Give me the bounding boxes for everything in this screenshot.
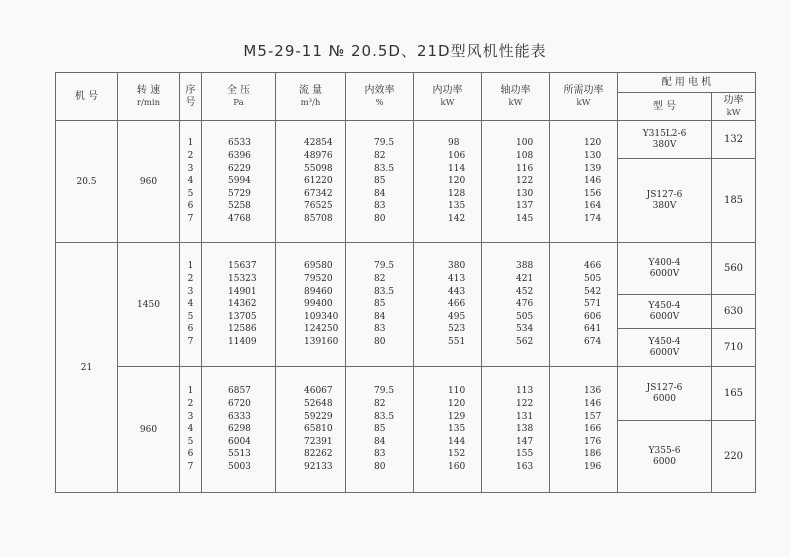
required-power-column [550,243,618,367]
efficiency-column [346,243,414,367]
cell-eff: 84 [374,311,386,322]
header-motor-type: 型 号 [618,93,712,121]
cell-pressure: 5729 [228,188,251,199]
cell-pressure: 5258 [228,201,251,212]
cell-pressure: 6720 [228,399,251,410]
cell-eff: 84 [374,436,386,447]
cell-pressure: 13705 [228,311,257,322]
cell-shaft: 122 [516,399,534,410]
header-required-power: 所需功率 kW [550,73,618,121]
cell-eff: 83 [374,324,386,335]
cell-flow: 109340 [304,311,339,322]
cell-flow: 76525 [304,201,333,212]
cell-pressure: 4768 [228,213,251,224]
header-seq: 序 号 [180,73,202,121]
cell-eff: 83 [374,449,386,460]
flow-column [276,121,346,243]
table-title: M5-29-11 № 20.5D、21D型风机性能表 [243,42,547,60]
required-power-column [550,367,618,493]
header-motor-power: 功率 kW [712,93,756,121]
internal-power-column [414,243,482,367]
cell-required: 166 [584,424,602,435]
model-cell: 21 [56,243,118,493]
cell-eff: 83 [374,201,386,212]
cell-pressure: 5003 [228,461,251,472]
cell-shaft: 131 [516,411,534,422]
cell-required: 130 [584,151,602,162]
cell-seq: 7 [187,213,194,224]
cell-required: 146 [584,176,602,187]
cell-shaft: 388 [516,261,534,272]
seq-column [180,243,202,367]
cell-shaft: 100 [516,138,534,149]
cell-shaft: 505 [516,311,534,322]
cell-seq: 1 [187,261,194,272]
cell-seq: 5 [187,311,194,322]
cell-inpower: 144 [448,436,466,447]
cell-pressure: 14362 [228,299,257,310]
cell-required: 674 [584,336,602,347]
cell-inpower: 142 [448,213,466,224]
cell-eff: 79.5 [374,261,395,272]
flow-column [276,243,346,367]
cell-inpower: 120 [448,399,466,410]
motor-power-cell: 165 [712,367,756,421]
cell-eff: 85 [374,299,386,310]
cell-flow: 124250 [304,324,339,335]
cell-required: 146 [584,399,602,410]
speed-cell: 960 [118,367,180,493]
motor-type-cell: Y450-4 6000V [618,329,712,367]
header-pressure: 全 压 Pa [202,73,276,121]
cell-seq: 2 [187,399,194,410]
cell-eff: 83.5 [374,163,395,174]
internal-power-column [414,367,482,493]
cell-shaft: 421 [516,274,534,285]
cell-required: 157 [584,411,602,422]
cell-pressure: 15637 [228,261,257,272]
required-power-column [550,121,618,243]
cell-inpower: 551 [448,336,466,347]
cell-seq: 3 [187,286,194,297]
cell-inpower: 129 [448,411,466,422]
cell-shaft: 138 [516,424,534,435]
cell-inpower: 120 [448,176,466,187]
cell-eff: 79.5 [374,138,395,149]
motor-type-cell: Y355-6 6000 [618,421,712,493]
cell-shaft: 116 [516,163,534,174]
efficiency-column [346,121,414,243]
cell-inpower: 135 [448,201,466,212]
cell-pressure: 6533 [228,138,251,149]
fan-performance-table [55,72,756,493]
header-internal-power: 内功率 kW [414,73,482,121]
cell-flow: 59229 [304,411,333,422]
cell-eff: 82 [374,151,386,162]
cell-seq: 3 [187,163,194,174]
motor-type-cell: JS127-6 6000 [618,367,712,421]
flow-column [276,367,346,493]
cell-shaft: 137 [516,201,534,212]
cell-inpower: 413 [448,274,466,285]
cell-seq: 4 [187,299,194,310]
cell-seq: 2 [187,274,194,285]
cell-pressure: 14901 [228,286,257,297]
shaft-power-column [482,367,550,493]
cell-inpower: 128 [448,188,466,199]
cell-pressure: 6857 [228,386,251,397]
cell-shaft: 130 [516,188,534,199]
cell-inpower: 495 [448,311,466,322]
header-efficiency: 内效率 % [346,73,414,121]
cell-required: 196 [584,461,602,472]
motor-power-cell: 630 [712,295,756,329]
cell-seq: 2 [187,151,194,162]
pressure-column [202,243,276,367]
cell-flow: 55098 [304,163,333,174]
pressure-column [202,367,276,493]
cell-flow: 85708 [304,213,333,224]
cell-eff: 84 [374,188,386,199]
cell-required: 641 [584,324,602,335]
cell-seq: 6 [187,201,194,212]
cell-shaft: 452 [516,286,534,297]
cell-inpower: 443 [448,286,466,297]
motor-type-cell: Y315L2-6 380V [618,121,712,159]
cell-seq: 3 [187,411,194,422]
cell-flow: 79520 [304,274,333,285]
cell-inpower: 152 [448,449,466,460]
cell-required: 139 [584,163,602,174]
cell-flow: 48976 [304,151,333,162]
cell-seq: 4 [187,176,194,187]
cell-inpower: 466 [448,299,466,310]
cell-shaft: 534 [516,324,534,335]
cell-required: 156 [584,188,602,199]
cell-inpower: 98 [448,138,460,149]
cell-seq: 5 [187,188,194,199]
cell-eff: 83.5 [374,286,395,297]
cell-seq: 6 [187,324,194,335]
cell-flow: 89460 [304,286,333,297]
speed-cell: 960 [118,121,180,243]
cell-required: 466 [584,261,602,272]
cell-flow: 99400 [304,299,333,310]
cell-shaft: 155 [516,449,534,460]
motor-type-cell: Y450-4 6000V [618,295,712,329]
cell-pressure: 15323 [228,274,257,285]
cell-required: 176 [584,436,602,447]
header-model: 机 号 [56,73,118,121]
cell-shaft: 147 [516,436,534,447]
cell-seq: 4 [187,424,194,435]
cell-pressure: 6004 [228,436,251,447]
pressure-column [202,121,276,243]
cell-pressure: 6298 [228,424,251,435]
cell-required: 174 [584,213,602,224]
cell-flow: 61220 [304,176,333,187]
cell-inpower: 106 [448,151,466,162]
cell-inpower: 135 [448,424,466,435]
cell-required: 136 [584,386,602,397]
cell-shaft: 163 [516,461,534,472]
cell-pressure: 12586 [228,324,257,335]
shaft-power-column [482,243,550,367]
cell-required: 505 [584,274,602,285]
cell-eff: 80 [374,461,386,472]
cell-flow: 65810 [304,424,333,435]
motor-power-cell: 710 [712,329,756,367]
motor-power-cell: 560 [712,243,756,295]
model-cell: 20.5 [56,121,118,243]
cell-eff: 80 [374,213,386,224]
cell-seq: 7 [187,336,194,347]
cell-flow: 139160 [304,336,339,347]
cell-shaft: 476 [516,299,534,310]
cell-shaft: 145 [516,213,534,224]
cell-flow: 92133 [304,461,333,472]
efficiency-column [346,367,414,493]
header-shaft-power: 轴功率 kW [482,73,550,121]
speed-cell: 1450 [118,243,180,367]
cell-flow: 67342 [304,188,333,199]
cell-flow: 42854 [304,138,333,149]
motor-power-cell: 220 [712,421,756,493]
cell-seq: 1 [187,138,194,149]
header-motor: 配 用 电 机 [618,73,756,93]
cell-inpower: 380 [448,261,466,272]
motor-type-cell: JS127-6 380V [618,159,712,243]
cell-pressure: 5513 [228,449,251,460]
cell-pressure: 6229 [228,163,251,174]
cell-inpower: 114 [448,163,466,174]
cell-required: 542 [584,286,602,297]
internal-power-column [414,121,482,243]
seq-column [180,367,202,493]
motor-power-cell: 185 [712,159,756,243]
cell-flow: 69580 [304,261,333,272]
shaft-power-column [482,121,550,243]
cell-required: 606 [584,311,602,322]
cell-required: 120 [584,138,602,149]
seq-column [180,121,202,243]
cell-required: 164 [584,201,602,212]
cell-seq: 1 [187,386,194,397]
header-speed: 转 速 r/min [118,73,180,121]
cell-eff: 85 [374,424,386,435]
cell-flow: 82262 [304,449,333,460]
cell-inpower: 160 [448,461,466,472]
cell-eff: 83.5 [374,411,395,422]
cell-flow: 72391 [304,436,333,447]
cell-shaft: 122 [516,176,534,187]
cell-eff: 80 [374,336,386,347]
cell-pressure: 6333 [228,411,251,422]
cell-inpower: 523 [448,324,466,335]
cell-seq: 6 [187,449,194,460]
cell-flow: 52648 [304,399,333,410]
motor-power-cell: 132 [712,121,756,159]
cell-required: 186 [584,449,602,460]
cell-eff: 82 [374,399,386,410]
motor-type-cell: Y400-4 6000V [618,243,712,295]
cell-required: 571 [584,299,602,310]
cell-pressure: 6396 [228,151,251,162]
cell-inpower: 110 [448,386,466,397]
cell-shaft: 113 [516,386,534,397]
cell-pressure: 5994 [228,176,251,187]
cell-seq: 7 [187,461,194,472]
cell-shaft: 562 [516,336,534,347]
cell-shaft: 108 [516,151,534,162]
cell-pressure: 11409 [228,336,257,347]
cell-eff: 82 [374,274,386,285]
cell-eff: 79.5 [374,386,395,397]
cell-seq: 5 [187,436,194,447]
cell-eff: 85 [374,176,386,187]
header-flow: 流 量 m³/h [276,73,346,121]
cell-flow: 46067 [304,386,333,397]
